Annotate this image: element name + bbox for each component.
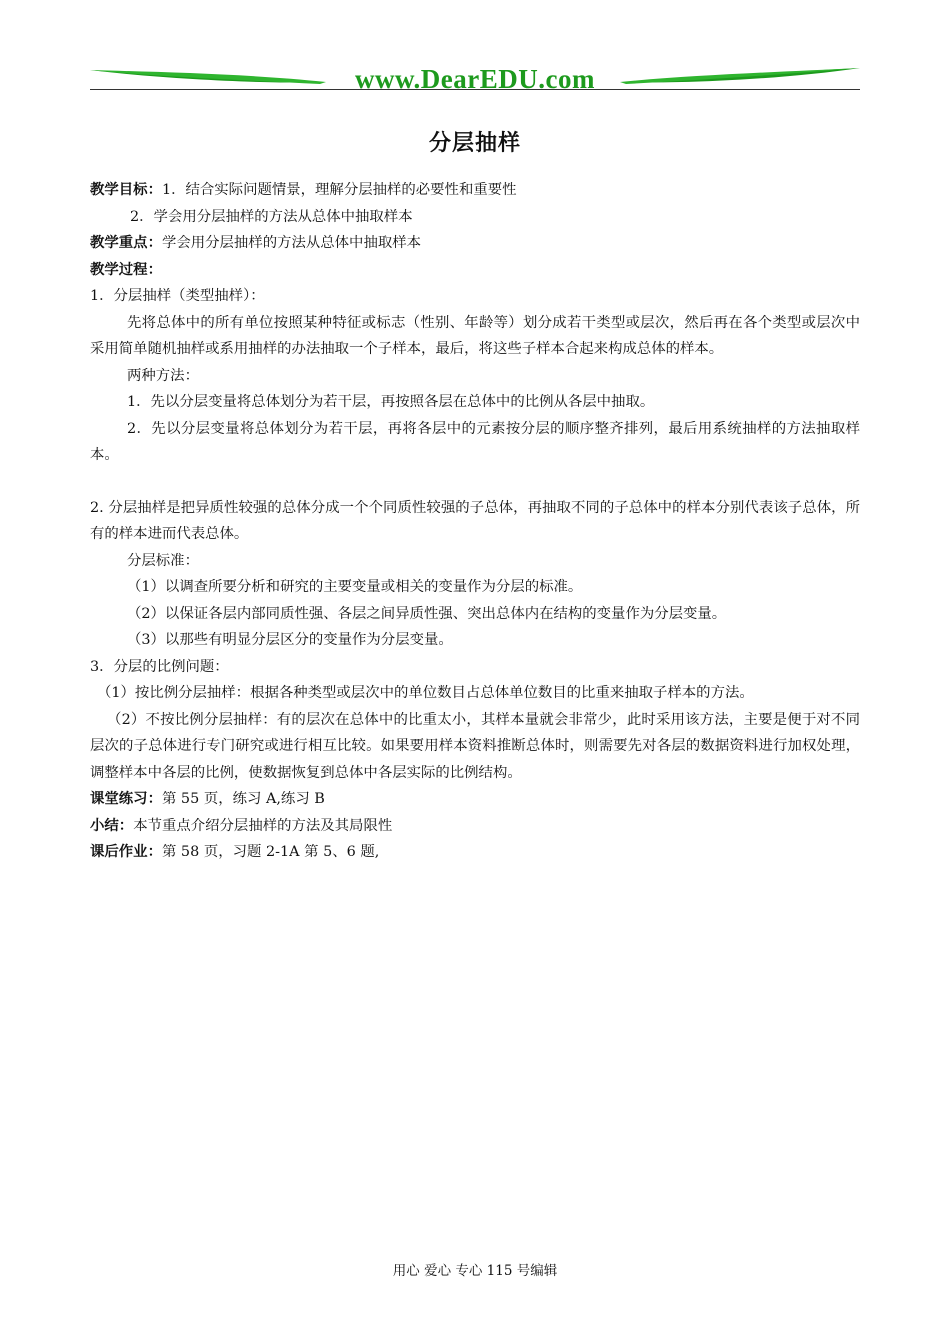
exercise-line xyxy=(90,786,860,813)
page-footer: 用心 爱心 专心 115 号编辑 xyxy=(392,1263,558,1279)
criteria-3: （3）以那些有明显分层区分的变量作为分层变量。 xyxy=(127,632,453,648)
key-point-text: 学会用分层抽样的方法从总体中抽取样本 xyxy=(161,235,422,251)
methods-label: 两种方法： xyxy=(127,367,199,384)
key-point-label: 教学重点： xyxy=(90,235,162,251)
method-2: 2．先以分层变量将总体划分为若干层，再将各层中的元素按分层的顺序整齐排列，最后用系统抽样的方法抽取样本。 xyxy=(90,420,860,463)
header-divider xyxy=(90,89,860,90)
section3-item-2: （2）不按比例分层抽样：有的层次在总体中的比重太小，其样本量就会非常少，此时采用该方法，主要是便于对不同层次的子总体进行专门研究或进行相互比较。如果要用样本资料推断总体时，则需要先对各层的数据资料进行加权处理，调整样本中各层的比例，使数据恢复到总体中各层实际的比例结构。 xyxy=(90,711,860,781)
page-title: 分层抽样 xyxy=(428,131,521,156)
summary-label: 小结： xyxy=(90,817,134,834)
method-1: 1．先以分层变量将总体划分为若干层，再按照各层在总体中的比例从各层中抽取。 xyxy=(127,394,655,410)
section3-heading: 3．分层的比例问题： xyxy=(90,658,229,675)
section2-paragraph: 2. 分层抽样是把异质性较强的总体分成一个个同质性较强的子总体，再抽取不同的子总体中的样本分别代表该子总体，所有的样本进而代表总体。 xyxy=(90,499,860,542)
goals-item-1: 1．结合实际问题情景，理解分层抽样的必要性和重要性 xyxy=(161,182,517,198)
exercise-text: 第 55 页，练习 A,练习 B xyxy=(161,791,325,807)
goals-item-2: 2．学会用分层抽样的方法从总体中抽取样本 xyxy=(130,208,413,225)
summary-text: 本节重点介绍分层抽样的方法及其局限性 xyxy=(133,817,393,834)
homework-line xyxy=(90,839,860,866)
process-label: 教学过程： xyxy=(90,261,162,278)
section1-paragraph: 先将总体中的所有单位按照某种特征或标志（性别、年龄等）划分成若干类型或层次，然后再在各个类型或层次中采用简单随机抽样或系用抽样的办法抽取一个子样本，最后，将这些子样本合起来构成总体的样本。 xyxy=(90,314,860,357)
homework-label: 课后作业： xyxy=(90,844,162,860)
section1-heading: 1．分层抽样（类型抽样）： xyxy=(90,288,265,304)
goals-line xyxy=(90,177,860,204)
homework-text: 第 58 页，习题 2-1A 第 5、6 题, xyxy=(161,844,380,860)
section3-item-1: （1）按比例分层抽样：根据各种类型或层次中的单位数目占总体单位数目的比重来抽取子样本的方法。 xyxy=(97,685,754,701)
spacer xyxy=(90,469,860,495)
site-logo-text: www.DearEDU.com xyxy=(355,64,595,94)
document-body xyxy=(90,177,860,866)
criteria-2: （2）以保证各层内部同质性强、各层之间异质性强、突出总体内在结构的变量作为分层变量。 xyxy=(127,605,727,622)
criteria-label: 分层标准： xyxy=(127,552,199,569)
exercise-label: 课堂练习： xyxy=(90,791,162,807)
key-point-line xyxy=(90,230,860,257)
criteria-1: （1）以调查所要分析和研究的主要变量或相关的变量作为分层的标准。 xyxy=(127,579,583,595)
summary-line xyxy=(90,813,860,840)
site-header-banner xyxy=(90,60,860,100)
goals-label: 教学目标： xyxy=(90,182,162,198)
